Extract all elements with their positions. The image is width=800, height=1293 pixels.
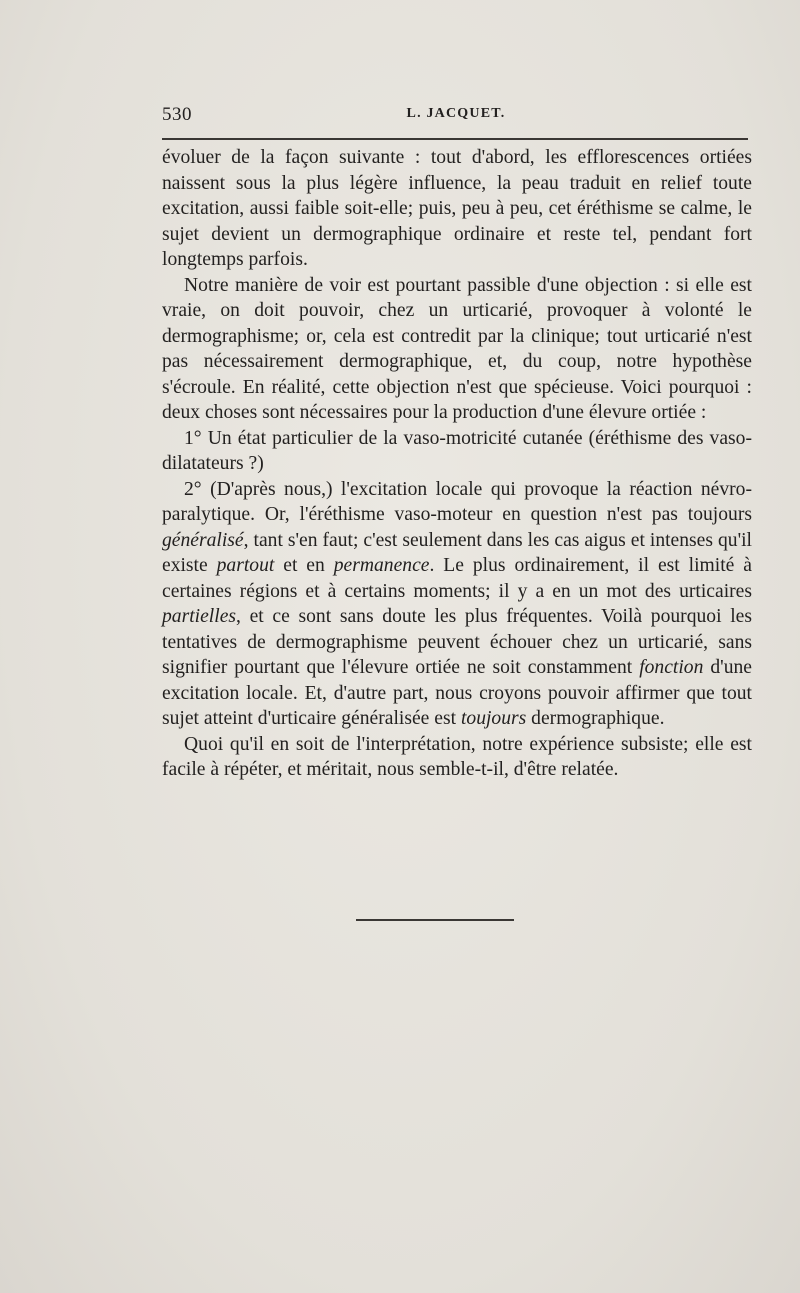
- paragraph-4-text: dermographique.: [526, 708, 665, 729]
- paragraph-4-text: , tant s'en faut; c'est seulement dans les cas aigus et intenses qu'il existe: [162, 529, 752, 576]
- emphasis-toujours: toujours: [460, 708, 527, 729]
- body-text: [162, 145, 752, 783]
- paragraph-4-text: d'une excitation locale. Et, d'autre part, nous croyons pouvoir affirmer que tout sujet atteint d'urticaire généralisée est: [162, 657, 752, 729]
- paragraph-4-text: , et ce sont sans doute les plus fréquentes. Voilà pourquoi les tentatives de dermographisme peuvent échouer chez un urticarié, sans signifier pourtant que l'élevure ortiée ne soit constamment: [162, 606, 752, 678]
- emphasis-partout: partout: [216, 555, 275, 576]
- paragraph-4-text: . Le plus ordinairement, il est limité à certaines régions et à certains moments; il y a en un mot des urticaires: [162, 555, 752, 602]
- paragraph-3: 1° Un état particulier de la vaso-motricité cutanée (éréthisme des vaso-dilatateurs ?): [162, 427, 752, 474]
- paragraph-2: Notre manière de voir est pourtant passible d'une objection : si elle est vraie, on doit pouvoir, chez un urticarié, provoquer à volonté le dermographisme; or, cela est contredit par la clinique; tout urticarié n'est pas nécessairement dermographique, et, du coup, notre hypothèse s'écroule. En réalité, cette objection n'est que spécieuse. Voici pourquoi : deux choses sont nécessaires pour la production d'une élevure ortiée :: [162, 274, 752, 423]
- header-rule: [162, 138, 748, 140]
- emphasis-partielles: partielles: [162, 606, 237, 627]
- end-rule: [356, 919, 514, 921]
- emphasis-generalise: généralisé: [162, 529, 244, 551]
- paragraph-4-text: 2° (D'après nous,) l'excitation locale qui provoque la réaction névro-paralytique. Or, l'éréthisme vaso-moteur en question n'est pas toujours: [162, 478, 752, 525]
- paragraph-1: évoluer de la façon suivante : tout d'abord, les efflorescences ortiées naissent sous la plus légère influence, la peau traduit en relief toute excitation, aussi faible soit-elle; puis, peu à peu, cet éréthisme se calme, le sujet devient un dermographique ordinaire et reste tel, pendant fort longtemps parfois.: [162, 147, 752, 270]
- emphasis-permanence: permanence: [333, 555, 430, 576]
- page-header: [162, 104, 750, 130]
- paragraph-4: [162, 477, 752, 732]
- emphasis-fonction: fonction: [639, 657, 704, 678]
- paragraph-4-text: et en: [274, 555, 334, 576]
- paragraph-5: Quoi qu'il en soit de l'interprétation, notre expérience subsiste; elle est facile à répéter, et méritait, nous semble-t-il, d'être relatée.: [162, 733, 752, 780]
- page-number: 530: [162, 104, 192, 125]
- running-head: L. JACQUET.: [406, 106, 506, 121]
